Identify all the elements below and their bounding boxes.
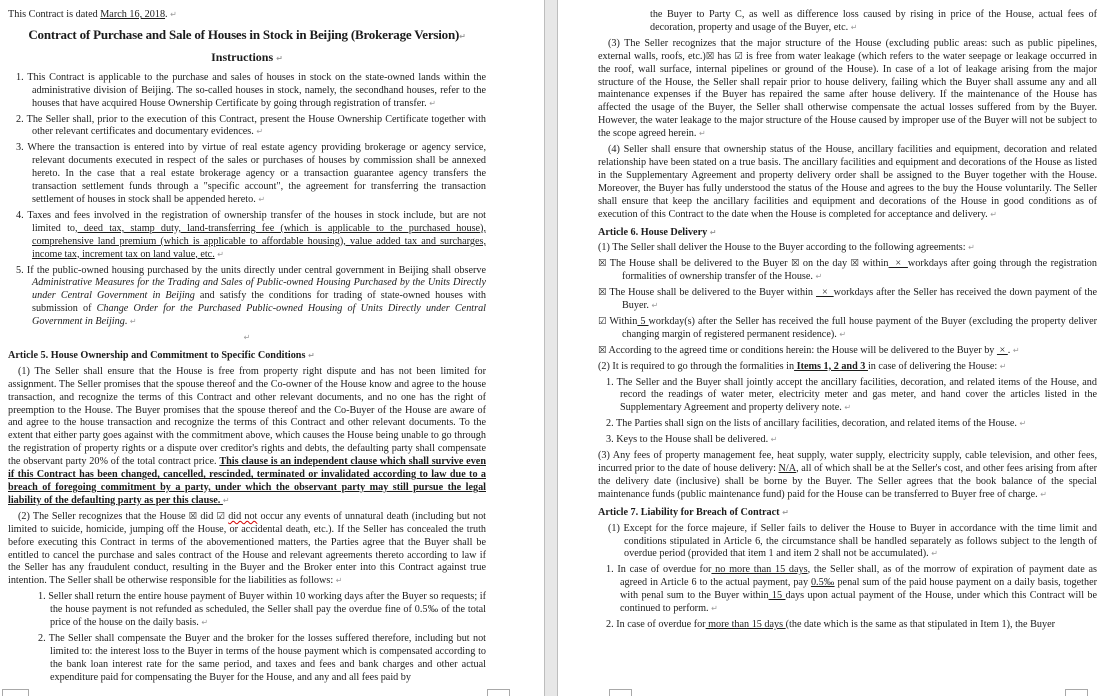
paragraph-mark: ↵ [782,507,789,517]
contract-title [8,27,486,45]
text-run: (1) The Seller shall ensure that the House is free from property right dispute and has not been limited for assignment. The Seller promises that the spouse thereof and the Co-owner of the House know and agree to the house transaction, and recognize the terms of this Contract and other relevant documents, and no one has the right of preemption to the House. The Buyer promises that the spouse thereof and the Co-Buyer of the House are aware of and agree to the house transaction and recognize the terms of this Contract and other relevant documents. To the extent that either party goes against with the commitment above, which causes the House being unable to go through the registration of property rights or a dispute over creditor's rights and debts, the defaulting party shall compensate the observant party 20% of the total contract price. [8,365,486,468]
article-7-heading [598,507,1097,520]
text-run: . [1007,344,1013,356]
text-run: 3. Where the transaction is entered into by virtue of real estate agency providing brokerage or agency service, relevant documents executed in respect of the sales or purchases of houses by commission shall be annexed hereto. In the case that a real estate brokerage agency or a transaction guarantee agency transfers the transaction settlement funds through a "specific account", the agreement for transferring the transaction settlement of houses in stock shall be appended hereto. [16,142,486,205]
article-5-paragraph-3 [598,38,1097,141]
text-run: (2) The Seller recognizes that the House [18,510,189,522]
text-run: (3) The Seller recognizes that the major structure of the House (excluding public areas: such as public pipelines, external walls, roofs, etc.) [598,37,1097,62]
formality-item-2 [598,418,1097,431]
paragraph-mark: ↵ [217,249,224,259]
article-6-paragraph-2 [598,361,1097,374]
article-5-paragraph-4 [598,144,1097,221]
overdue-item-1 [598,564,1097,616]
paragraph-mark: ↵ [844,403,852,413]
text-run: days upon actual payment of the House, under which this Contract will be continued to perform. [620,590,1097,615]
text-run: Administrative Measures for the Trading and Sales of Public-owned Housing Purchased by the Units Directly under Central Government in Beijing [32,277,486,302]
paragraph-mark: ↵ [770,435,778,445]
liability-item-1 [8,591,486,630]
article-7-paragraph-1 [598,523,1097,562]
paragraph-mark: ↵ [839,329,847,339]
paragraph-mark: ↵ [1040,489,1047,499]
instructions-heading [8,51,486,66]
text-run: 1. In case of overdue for [606,564,712,576]
text-run: , the Seller shall, as of the morrow of expiration of payment date as agreed in Article 6 to the actual payment, pay [620,564,1097,589]
text-run: 3. Keys to the House shall be delivered. [606,434,771,446]
text-run: Within [606,315,638,327]
text-run: March 16, 2018 [100,9,166,20]
text-run: 2. In case of overdue for [606,618,706,630]
text-run: the Buyer to Party C, as well as difference loss caused by rising in price of the House, actual fees of decoration, property and usage of the Buyer, etc. [650,9,1097,33]
text-run: Contract of Purchase and Sale of Houses in Stock in Beijing (Brokerage Version) [28,26,460,42]
paragraph-mark: ↵ [429,98,436,108]
checkbox-glyph: ☒ [598,344,607,356]
paragraph-mark: ↵ [276,53,283,63]
checkbox-glyph: ☒ [598,258,607,270]
text-run: no more than 15 days [711,564,808,576]
page-frame-marker [2,689,29,696]
paragraph-mark: ↵ [129,317,137,327]
instruction-item-3 [8,142,486,207]
text-run: workday(s) after the Seller has received the full house payment of the Buyer (excluding the property deliver changing margin of registered permanent residence). [622,315,1098,340]
text-run: 0.5‰ [810,577,835,589]
liability-item-2-continuation [598,9,1097,35]
paragraph-mark: ↵ [651,301,659,311]
text-run: within [859,258,889,270]
article-5-paragraph-1 [8,366,486,508]
text-run: workdays after the Seller has received the down payment of the Buyer. [622,287,1098,312]
text-run: N/A [778,463,797,474]
text-run: , all of which shall be at the Seller's cost, and other fees arising from after the delivery date (inclusive) shall be borne by the Buyer. The Seller agrees that the book balance of the special maintenance funds (public maintenance fund) paid for the House can be transferred to Buyer free of charge. [598,463,1097,500]
text-run: This Contract is dated [8,9,101,20]
instruction-item-4 [8,210,486,262]
text-run: (the date which is the same as that stipulated in Item 1), the Buyer [785,618,1055,630]
text-run: Article 6. House Delivery [598,226,710,238]
text-run: According to the agreed time or conditions herein: the House will be delivered to the Buyer by [606,344,997,356]
text-run: (2) It is required to go through the formalities in [598,360,795,372]
text-run: × [996,344,1008,356]
checkbox-glyph: ☒ [705,50,715,62]
paragraph-mark: ↵ [999,361,1007,371]
empty-paragraph [8,332,486,345]
text-run: (3) Any fees of property management fee, heat supply, water supply, electricity supply, cable television, and other fees, incurred prior to the date of house delivery: [598,450,1097,474]
checkbox-glyph: ☒ [790,258,800,270]
paragraph-mark: ↵ [335,576,343,586]
paragraph-mark: ↵ [1012,345,1020,355]
instruction-item-1 [8,72,486,111]
text-run: (1) The Seller shall deliver the House to the Buyer according to the following agreements: [598,242,969,254]
text-run: and satisfy the conditions for trading of state-owned houses with submission of [32,290,486,315]
text-run: . [165,9,171,20]
page-frame-marker [1065,689,1088,696]
page-gap-divider [544,0,558,696]
checkbox-glyph: ☒ [188,510,198,522]
paragraph-mark: ↵ [459,31,466,41]
delivery-option-1 [598,258,1097,284]
text-run: (4) Seller shall ensure that ownership status of the House, ancillary facilities and equipment, decoration and related relationship have been stated on a true basis. The ancillary facilities and equipment and decorations of the House as listed in the Supplementary Agreement and property delivery order shall be assigned to the Buyer together with the House. Moreover, the Buyer has fully understood the status of the House and agrees to the buy the House voluntarily. The Seller shall ensure that keep the ancillary facilities and equipment and decorations of the House in good conditions as of execution of this Contract to the date when the House is completed for acceptance and delivery. [598,144,1097,220]
paragraph-mark: ↵ [709,227,717,237]
paragraph-mark: ↵ [990,209,997,219]
paragraph-mark: ↵ [258,194,266,204]
paragraph-mark: ↵ [1019,419,1027,429]
text-run: × [888,258,908,270]
formality-item-3 [598,434,1097,447]
formality-item-1 [598,377,1097,416]
overdue-item-2 [598,619,1097,632]
article-6-paragraph-1 [598,242,1097,255]
text-run: 2. The Seller shall compensate the Buyer and the broker for the losses suffered therefore, including but not limited to: the interest loss to the Buyer in terms of the house payment which is compensated according to the bank loan interest rate for the same period, and taxes and fees and bank charges and other actual expenditure paid for compensating the Buyer for the House, and any and all fees paid by [38,632,486,683]
checkbox-glyph: ☑ [598,315,607,327]
paragraph-mark: ↵ [201,618,209,628]
paragraph-mark: ↵ [243,333,251,343]
text-run: . [124,316,130,328]
text-run: 1. Seller shall return the entire house payment of Buyer within 10 working days after the Buyer so requests; if the house payment is not refunded as scheduled, the Seller shall pay the overdue fine of 0.5‰ of the total price of the house on the daily basis. [38,591,486,629]
article-5-heading [8,350,486,363]
article-5-paragraph-2 [8,511,486,588]
text-run: Article 7. Liability for Breach of Contract [598,506,783,518]
text-run: did [197,510,217,522]
document-page-2[interactable] [558,0,1107,696]
text-run: 2. The Seller shall, prior to the execution of this Contract, present the House Ownership Certificate together with other relevant certificates and documentary evidences. [16,113,486,138]
liability-item-2 [8,633,486,685]
page-frame-marker [487,689,510,696]
spellcheck-flagged-text: did not [228,510,258,522]
text-run: more than 15 days [705,618,786,630]
text-run: 5 [637,315,649,327]
text-run: is free from water leakage (which refers to the water seepage or leakage occurred in the roof, wall surface, internal pipelines or ground of the House). In case of a lot of leakage arising from the major structure of the House, the Seller shall repair prior to house delivery, failing which the Buyer shall assume any and all maintenance expenses if the Buyer has repaired the same after house delivery. If the maintenance of the House has affected the usage of the Buyer, the Seller shall otherwise compensate the actual losses suffered from by the Buyer. However, the water leakage to the major structure of the House caused by improper use of the Buyer will not be subject to the scope agreed herein. [598,50,1097,140]
text-run: Items 1, 2 and 3 [794,360,868,372]
text-run: Instructions [211,49,277,64]
text-run: in case of delivering the House: [867,360,1000,372]
text-run: 4. Taxes and fees involved in the registration of ownership transfer of the houses in stock include, but are not limited to, [16,209,486,234]
text-run: on the day [799,258,851,270]
text-run: 2. The Parties shall sign on the lists of ancillary facilities, decoration, and related items of the House. [606,418,1020,430]
document-page-1[interactable] [0,0,544,696]
paragraph-mark: ↵ [815,272,823,282]
paragraph-mark: ↵ [256,127,264,137]
text-run: Article 5. House Ownership and Commitment to Specific Conditions [8,349,308,361]
dateline [8,9,486,22]
text-run: 5. If the public-owned housing purchased by the units directly under central government in Beijing shall observe [16,264,486,276]
text-run: 1. This Contract is applicable to the purchase and sales of houses in stock on the state-owned lands within the administrative division of Beijing. The so-called houses in stock, namely, the secondhand houses, refer to the houses that have acquired House Ownership Certificate by going through registration of transfer. [16,71,486,109]
text-run: has [714,50,735,62]
text-run: 15 [768,590,786,602]
text-run: This clause is an independent clause which shall survive even if this Contract has been changed, cancelled, rescinded, terminated or invalidated according to law due to a breach of foregoing commitment by a party, under which the observant party may still pursue the legal liability of the defaulting party as per this clause. [8,456,486,506]
article-6-heading [598,227,1097,240]
page-frame-marker [609,689,632,696]
paragraph-mark: ↵ [711,604,718,614]
text-run: Change Order for the Purchased Public-owned Housing of Units Directly under Central Government in Beijing [32,303,487,328]
text-run: deed tax, stamp duty, land-transferring fee (which is applicable to the purchased house), comprehensive land premium (which is applicable to affordable housing), value added tax and surcharges, income tax, increment tax on land value, etc. [32,222,486,260]
text-run: The House shall be delivered to the Buyer within [606,287,816,299]
checkbox-glyph: ☑ [216,510,226,522]
paragraph-mark: ↵ [222,495,230,505]
instruction-item-5 [8,265,486,330]
article-6-paragraph-3 [598,450,1097,502]
paragraph-mark: ↵ [307,350,315,360]
text-run: occur any events of unnatural death (including but not limited to suicide, homicide, jumping off the House, or accidental death, etc.). If the Seller has concealed the truth before executing this Contract in terms of the abovementioned matters, the Parties agree that the Buyer shall be entitled to cancel the purchase and sales contract of the House and relevant agreements thereto according to law if the Seller has any fraudulent conduct, resulting in the Buyer and the Broker enter into this Contract against true intention. The Seller shall be otherwise responsible for the liabilities as follows: [8,510,486,587]
paragraph-mark: ↵ [931,549,938,559]
checkbox-glyph: ☑ [734,50,743,62]
text-run: workdays after going through the registration formalities of ownership transfer of the House. [622,258,1097,283]
paragraph-mark: ↵ [698,129,706,139]
delivery-option-3 [598,316,1097,342]
paragraph-mark: ↵ [850,22,858,32]
text-run: penal sum of the paid house payment on a daily basis, together with penal sum to the Buyer within [620,577,1097,602]
text-run: × [816,287,834,299]
instruction-item-2 [8,114,486,140]
text-run: 1. The Seller and the Buyer shall jointly accept the ancillary facilities, decoration, and related items of the House, and record the readings of water meter, electricity meter and gas meter, and hand cover the articles listed in the Supplementary Agreement and property delivery note. [606,376,1097,414]
text-run: The House shall be delivered to the Buyer [606,258,791,270]
checkbox-glyph: ☒ [598,287,607,299]
checkbox-glyph: ☒ [850,258,860,270]
paragraph-mark: ↵ [968,243,975,253]
paragraph-mark: ↵ [170,10,177,19]
delivery-option-2 [598,287,1097,313]
delivery-option-4 [598,345,1097,358]
text-run: (1) Except for the force majeure, if Seller fails to deliver the House to Buyer in accordance with the time limit and conditions stipulated in Article 6, the circumstance shall be handled separately as follows subject to the length of overdue period (provided that item 1 and item 2 shall not be accumulated). [608,522,1097,560]
